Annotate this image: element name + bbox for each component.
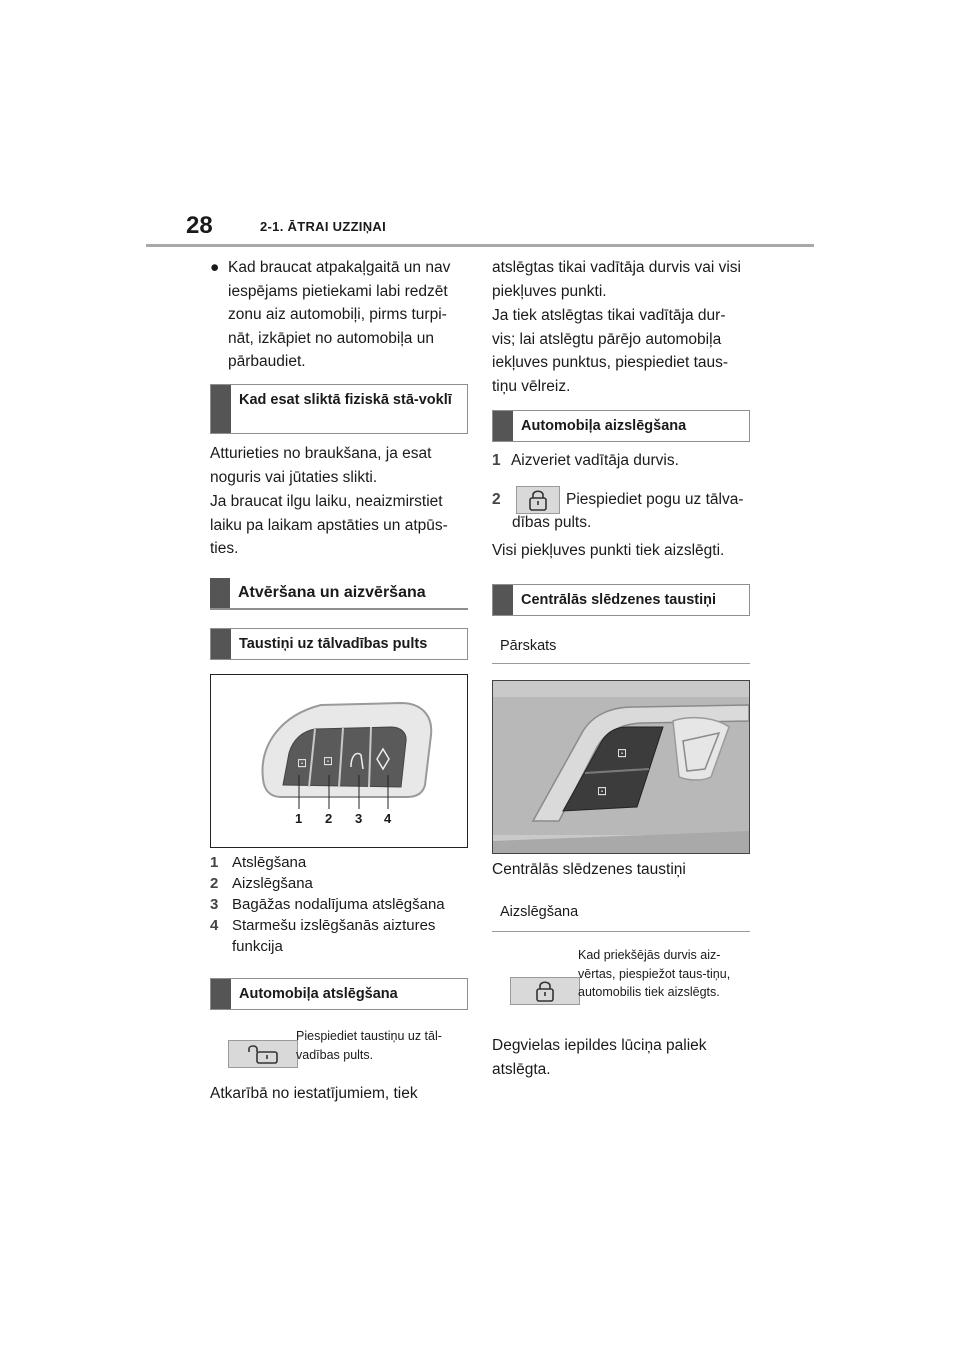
heading-bar xyxy=(211,385,231,433)
legend-item xyxy=(210,873,468,894)
para-continue: atslēgtas tikai vadītāja durvis vai visi piekļuves punkti. xyxy=(492,259,741,300)
legend-num: 3 xyxy=(210,896,219,913)
heading-open-close xyxy=(210,578,468,610)
heading-central xyxy=(492,584,750,616)
callout-2: 2 xyxy=(325,811,333,826)
heading-bar xyxy=(493,585,513,615)
lock-icon-box xyxy=(516,486,560,514)
key-fob-figure xyxy=(210,674,468,848)
heading-text: Automobiļa atslēgšana xyxy=(239,986,398,1002)
callout-1: 1 xyxy=(295,811,303,826)
svg-text:⊡: ⊡ xyxy=(597,784,608,798)
legend-text: Starmešu izslēgšanās aiztures funkcija xyxy=(232,917,436,955)
header-rule xyxy=(146,244,814,247)
heading-text: Automobiļa aizslēgšana xyxy=(521,418,687,434)
step-1 xyxy=(492,449,750,473)
heading-bar xyxy=(493,411,513,441)
heading-text: Atvēršana un aizvēršana xyxy=(238,584,426,601)
step-text: Aizveriet vadītāja durvis. xyxy=(510,452,679,469)
legend-item xyxy=(210,915,468,957)
callout-4: 4 xyxy=(384,811,392,826)
svg-text:⊡: ⊡ xyxy=(297,756,308,770)
legend-item xyxy=(210,894,468,915)
heading-text: Centrālās slēdzenes taustiņi xyxy=(521,592,717,608)
para-fuel: Degvielas iepildes lūciņa paliek atslēgta. xyxy=(492,1037,707,1078)
page-number: 28 xyxy=(186,212,213,239)
para-condition-2: Ja braucat ilgu laiku, neaizmirstiet laiku pa laikam apstāties un atpūs-ties. xyxy=(210,493,448,557)
unlock-icon-box xyxy=(228,1040,298,1068)
lock-instruction: Kad priekšējās durvis aiz-vērtas, piespiežot taus-tiņu, automobilis tiek aizslēgts. xyxy=(578,948,731,999)
legend-list xyxy=(210,852,468,957)
bullet-item xyxy=(210,256,470,370)
callout-3: 3 xyxy=(355,811,363,826)
step-text: Piespiediet pogu uz tālva- xyxy=(566,491,744,509)
heading-bar xyxy=(211,629,231,659)
legend-text: Bagāžas nodalījuma atslēgšana xyxy=(232,896,445,913)
legend-num: 1 xyxy=(210,854,219,871)
step-num: 1 xyxy=(492,452,501,469)
heading-bar xyxy=(211,979,231,1009)
heading-bar xyxy=(210,578,230,608)
para-all-locked: Visi piekļuves punkti tiek aizslēgti. xyxy=(492,542,725,559)
bullet-dot: ● xyxy=(210,259,220,276)
step-2-cont: dības pults. xyxy=(512,514,592,531)
legend-item xyxy=(210,852,468,873)
figure-caption: Centrālās slēdzenes taustiņi xyxy=(492,861,686,878)
subheading-overview: Pārskats xyxy=(492,636,750,664)
legend-num: 4 xyxy=(210,917,219,934)
heading-unlocking xyxy=(210,978,468,1010)
heading-text: Taustiņi uz tālvadības pults xyxy=(239,636,428,652)
heading-text: Kad esat sliktā fiziskā stā-voklī xyxy=(239,392,452,408)
svg-text:⊡: ⊡ xyxy=(323,754,334,768)
door-panel-illustration xyxy=(493,681,749,853)
central-lock-figure xyxy=(492,680,750,854)
unlock-instruction: Piespiediet taustiņu uz tāl-vadības pults. xyxy=(296,1029,442,1062)
key-fob-illustration xyxy=(211,675,467,847)
lock-icon-box-2 xyxy=(510,977,580,1005)
para-depending: Atkarībā no iestatījumiem, tiek xyxy=(210,1085,418,1102)
heading-remote-buttons xyxy=(210,628,468,660)
para-if-only: Ja tiek atslēgtas tikai vadītāja dur-vis; lai atslēgtu pārējo automobiļa iekļuves punktus, piespiediet taus-tiņu vēlreiz. xyxy=(492,307,729,395)
unlock-icon xyxy=(246,1044,280,1064)
svg-text:⊡: ⊡ xyxy=(617,746,628,760)
step-num: 2 xyxy=(492,491,501,509)
legend-text: Aizslēgšana xyxy=(232,875,313,892)
heading-condition xyxy=(210,384,468,434)
section-title: 2-1. ĀTRAI UZZIŅAI xyxy=(260,219,387,234)
bullet-text: Kad braucat atpakaļgaitā un nav iespējams pietiekami labi redzēt zonu aiz automobiļi, pirms turpi-nāt, izkāpiet no automobiļa un pārbaudiet. xyxy=(228,259,451,370)
para-condition-1: Atturieties no braukšana, ja esat noguris vai jūtaties slikti. xyxy=(210,445,432,486)
heading-locking xyxy=(492,410,750,442)
lock-icon xyxy=(528,489,548,511)
subheading-lock: Aizslēgšana xyxy=(492,902,750,932)
lock-icon xyxy=(535,980,555,1002)
legend-num: 2 xyxy=(210,875,219,892)
legend-text: Atslēgšana xyxy=(232,854,307,871)
